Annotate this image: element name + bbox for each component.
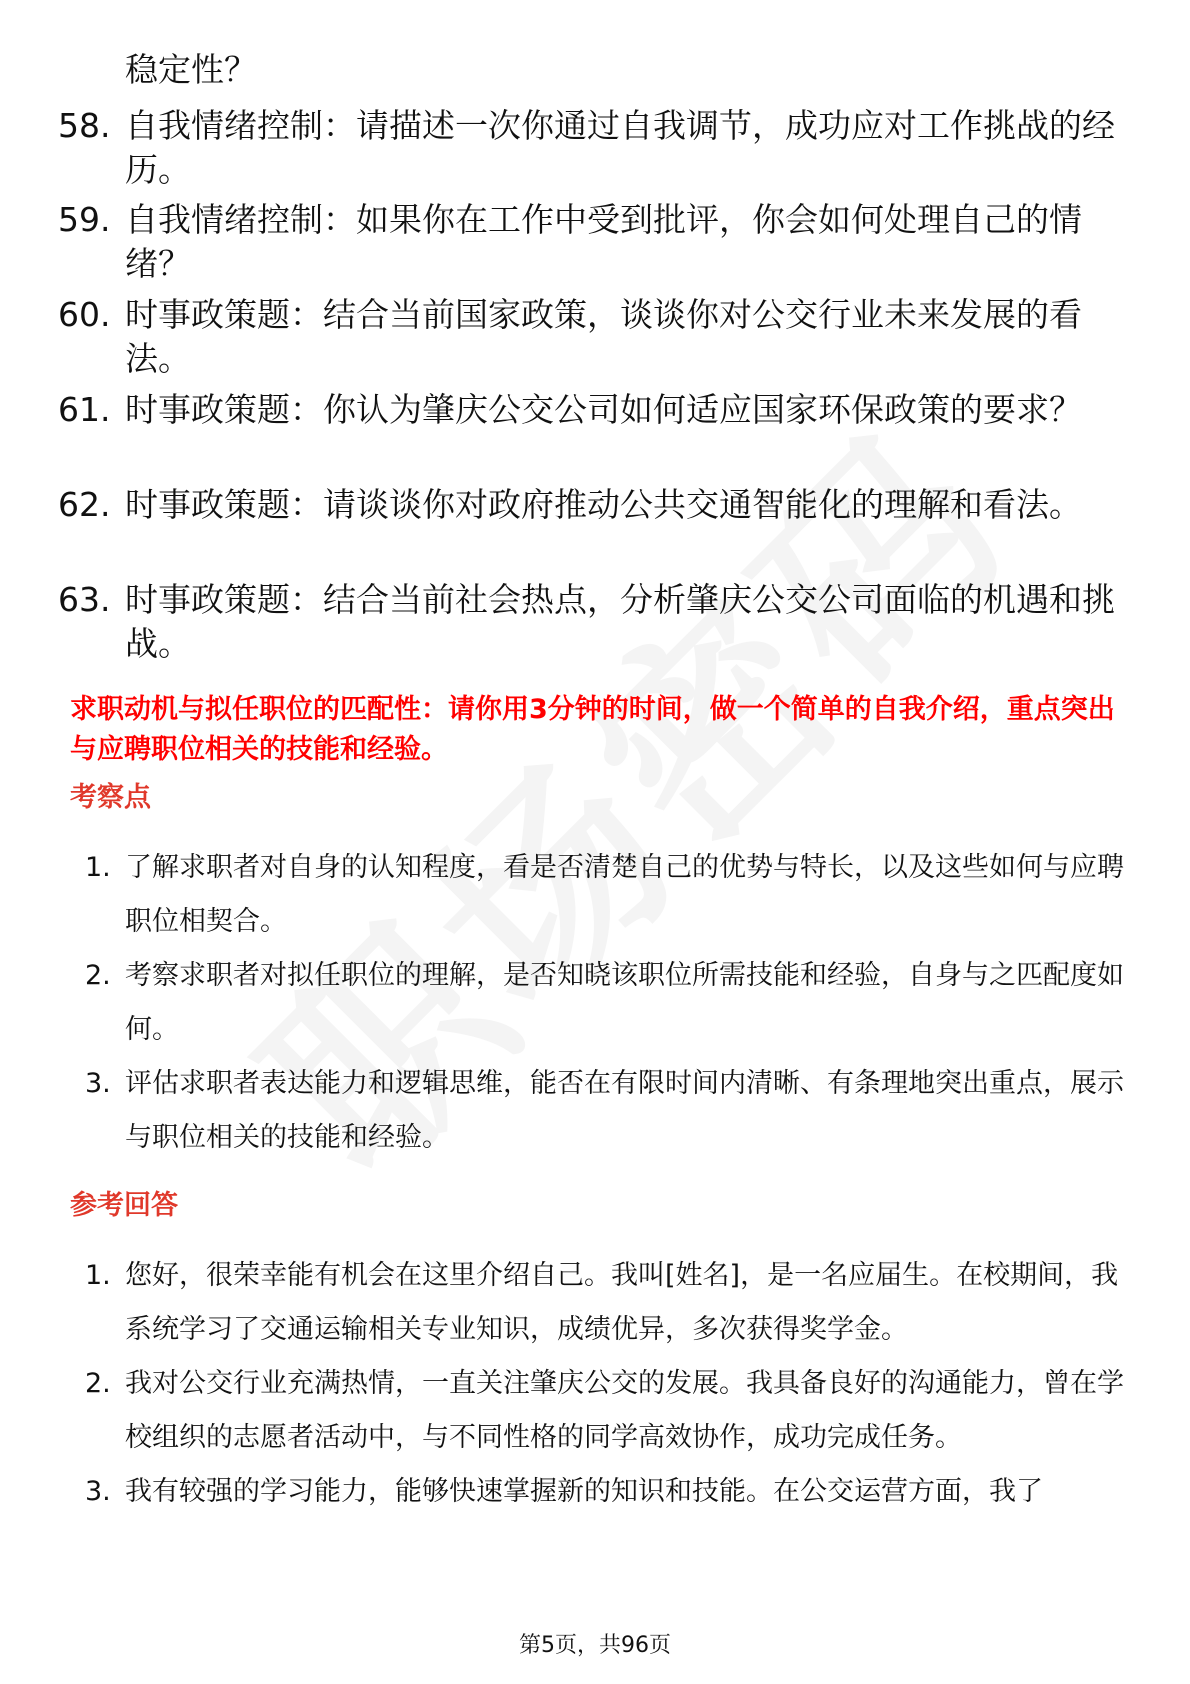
point-number: 2. bbox=[85, 960, 111, 991]
question-text: 时事政策题：结合当前社会热点，分析肇庆公交公司面临的机遇和挑战。 bbox=[125, 580, 1115, 663]
answer-title: 参考回答 bbox=[70, 1190, 178, 1221]
answer-text: 我有较强的学习能力，能够快速掌握新的知识和技能。在公交运营方面，我了 bbox=[125, 1476, 1043, 1507]
point-number: 1. bbox=[85, 852, 111, 883]
question-number: 62. bbox=[58, 485, 111, 524]
point-text: 了解求职者对自身的认知程度，看是否清楚自己的优势与特长，以及这些如何与应聘职位相契合。 bbox=[125, 852, 1124, 937]
answer-number: 2. bbox=[85, 1368, 111, 1399]
section-heading: 求职动机与拟任职位的匹配性：请你用3分钟的时间，做一个简单的自我介绍，重点突出与应聘职位相关的技能和经验。 bbox=[70, 694, 1115, 765]
points-title: 考察点 bbox=[70, 782, 151, 813]
question-text: 自我情绪控制：如果你在工作中受到批评，你会如何处理自己的情绪？ bbox=[125, 200, 1082, 283]
point-number: 3. bbox=[85, 1068, 111, 1099]
question-number: 63. bbox=[58, 580, 111, 619]
question-text: 时事政策题：结合当前国家政策，谈谈你对公交行业未来发展的看法。 bbox=[125, 295, 1082, 378]
point-text: 评估求职者表达能力和逻辑思维，能否在有限时间内清晰、有条理地突出重点，展示与职位相关的技能和经验。 bbox=[125, 1068, 1124, 1153]
question-text: 时事政策题：你认为肇庆公交公司如何适应国家环保政策的要求？ bbox=[125, 390, 1082, 429]
answer-number: 3. bbox=[85, 1476, 111, 1507]
question-text: 时事政策题：请谈谈你对政府推动公共交通智能化的理解和看法。 bbox=[125, 485, 1082, 524]
question-number: 60. bbox=[58, 295, 111, 334]
answer-text: 您好，很荣幸能有机会在这里介绍自己。我叫[姓名]，是一名应届生。在校期间，我系统学习了交通运输相关专业知识，成绩优异，多次获得奖学金。 bbox=[125, 1260, 1119, 1345]
question-number: 58. bbox=[58, 106, 111, 145]
answer-number: 1. bbox=[85, 1260, 111, 1291]
page-footer: 第5页，共96页 bbox=[519, 1633, 671, 1658]
question-number: 59. bbox=[58, 200, 111, 239]
answer-text: 我对公交行业充满热情，一直关注肇庆公交的发展。我具备良好的沟通能力，曾在学校组织的志愿者活动中，与不同性格的同学高效协作，成功完成任务。 bbox=[125, 1368, 1124, 1453]
question-text: 自我情绪控制：请描述一次你通过自我调节，成功应对工作挑战的经历。 bbox=[125, 106, 1115, 189]
question-number: 61. bbox=[58, 390, 111, 429]
question-continuation: 稳定性？ bbox=[125, 50, 257, 89]
point-text: 考察求职者对拟任职位的理解，是否知晓该职位所需技能和经验，自身与之匹配度如何。 bbox=[125, 960, 1124, 1045]
